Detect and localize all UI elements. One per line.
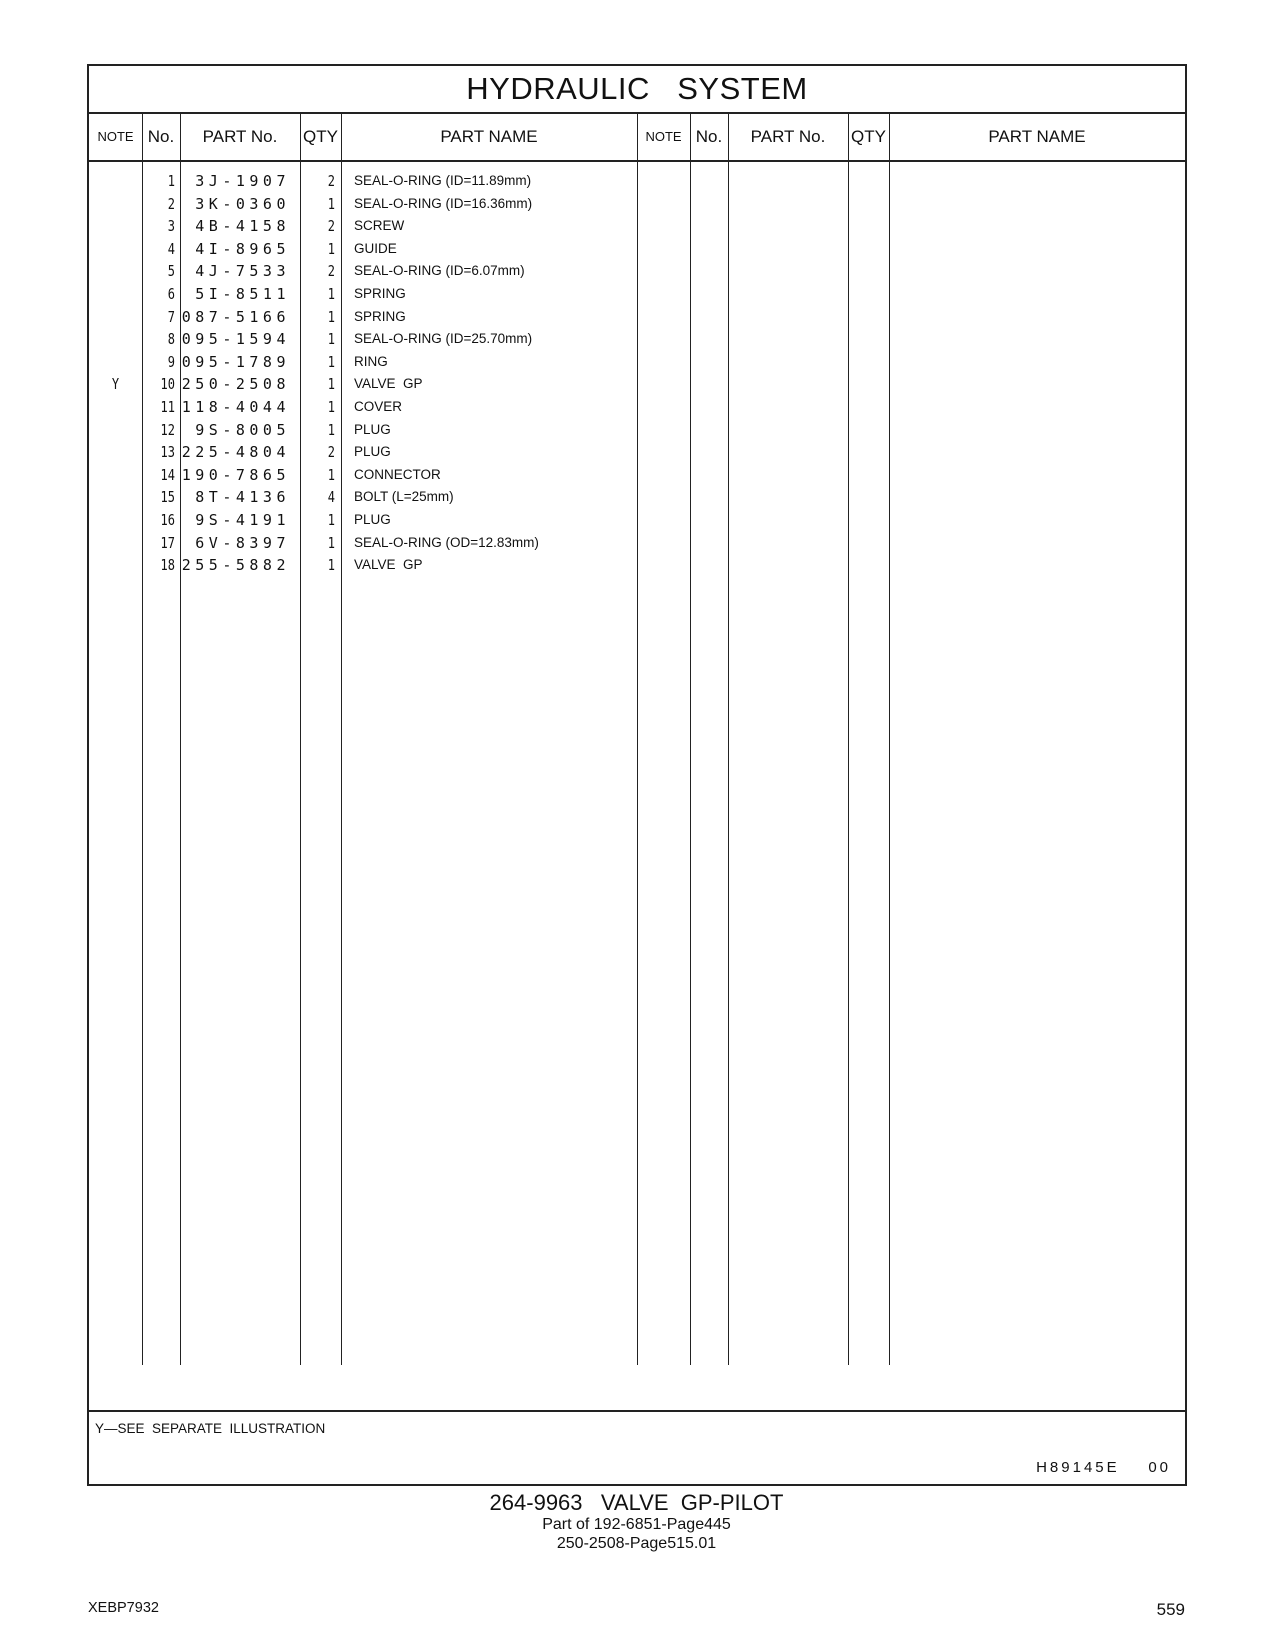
col-partno-left: PART No.: [202, 127, 278, 146]
row-part-number: 4I-8965: [195, 239, 290, 258]
row-item-number: 5: [167, 262, 175, 281]
row-part-name: CONNECTOR: [354, 466, 441, 482]
table-row: [89, 260, 649, 283]
row-quantity: 1: [327, 398, 335, 416]
table-row: [89, 532, 649, 555]
caption-parent-ref: Part of 192-6851-Page445: [542, 1516, 731, 1533]
col-note-right: NOTE: [645, 129, 682, 144]
row-item-number: 1: [167, 172, 175, 190]
row-part-number: 118-4044: [181, 398, 290, 416]
row-part-name: RING: [354, 353, 388, 369]
row-item-number: 12: [160, 420, 175, 439]
row-quantity: 1: [327, 352, 335, 371]
table-row: [89, 373, 649, 396]
row-item-number: 11: [160, 398, 175, 416]
row-quantity: 1: [327, 239, 335, 258]
row-part-name: SPRING: [354, 308, 406, 324]
document-id: XEBP7932: [88, 1600, 159, 1616]
table-row: [89, 283, 649, 306]
section-title: HYDRAULIC SYSTEM: [89, 66, 1185, 114]
row-item-number: 6: [167, 285, 175, 303]
row-part-number: 5I-8511: [195, 285, 290, 303]
row-part-number: 095-1594: [181, 330, 290, 349]
row-quantity: 1: [327, 465, 335, 484]
row-part-name: SEAL-O-RING (ID=11.89mm): [354, 173, 532, 188]
row-quantity: 1: [327, 194, 335, 213]
row-quantity: 1: [327, 556, 335, 575]
row-part-name: PLUG: [354, 512, 391, 527]
row-part-number: 6V-8397: [195, 533, 290, 552]
row-part-name: SPRING: [354, 286, 406, 301]
parts-list-frame: [87, 64, 1187, 1486]
row-part-name: SEAL-O-RING (ID=25.70mm): [354, 331, 533, 347]
row-quantity: 1: [327, 511, 335, 529]
row-note: Y: [111, 375, 120, 394]
row-part-number: 4B-4158: [195, 217, 290, 236]
table-row: [89, 464, 649, 487]
row-part-number: 8T-4136: [195, 488, 290, 507]
row-part-number: 9S-8005: [195, 420, 290, 439]
row-quantity: 1: [327, 533, 335, 552]
row-item-number: 7: [167, 307, 175, 326]
caption-title: 264-9963 VALVE GP-PILOT: [489, 1490, 784, 1515]
row-item-number: 16: [160, 511, 175, 529]
caption-sub-ref: 250-2508-Page515.01: [556, 1535, 717, 1552]
row-quantity: 2: [327, 443, 335, 462]
row-part-name: GUIDE: [354, 240, 397, 256]
row-item-number: 15: [160, 488, 175, 507]
row-part-number: 087-5166: [181, 307, 290, 326]
row-quantity: 1: [327, 330, 335, 349]
table-row: [89, 419, 649, 442]
col-no-left: No.: [147, 127, 175, 146]
divider: [848, 113, 849, 1365]
table-row: [89, 306, 649, 329]
divider: [728, 113, 729, 1365]
row-quantity: 1: [327, 420, 335, 439]
col-partname-right: PART NAME: [988, 127, 1086, 146]
row-part-number: 9S-4191: [195, 511, 290, 529]
row-quantity: 1: [327, 285, 335, 303]
row-part-name: VALVE GP: [354, 557, 423, 573]
row-quantity: 4: [327, 488, 335, 507]
row-part-name: PLUG: [354, 421, 391, 437]
row-quantity: 1: [327, 307, 335, 326]
col-partname-left: PART NAME: [440, 127, 538, 146]
row-item-number: 9: [167, 352, 175, 371]
footnote: Y—SEE SEPARATE ILLUSTRATION: [95, 1421, 326, 1436]
row-part-name: VALVE GP: [354, 376, 423, 392]
table-row: [89, 396, 649, 419]
divider: [690, 113, 691, 1365]
row-part-number: 095-1789: [181, 352, 290, 371]
col-qty-left: QTY: [303, 127, 338, 146]
row-item-number: 10: [160, 375, 175, 394]
row-item-number: 8: [167, 330, 175, 349]
row-part-name: PLUG: [354, 444, 391, 460]
table-row: [89, 215, 649, 238]
row-item-number: 14: [160, 465, 175, 484]
row-part-name: SEAL-O-RING (OD=12.83mm): [354, 534, 539, 550]
row-part-name: SEAL-O-RING (ID=6.07mm): [354, 263, 525, 279]
row-quantity: 1: [327, 375, 335, 394]
divider: [89, 1410, 1185, 1412]
row-part-number: 3J-1907: [195, 172, 290, 190]
row-part-number: 225-4804: [181, 443, 290, 462]
table-row: [89, 509, 649, 532]
illustration-code: H89145E 00: [1036, 1459, 1171, 1476]
row-part-name: SCREW: [354, 218, 405, 234]
col-no-right: No.: [695, 127, 723, 146]
row-part-name: COVER: [354, 399, 403, 414]
row-part-number: 190-7865: [181, 465, 290, 484]
col-qty-right: QTY: [851, 127, 886, 146]
row-part-name: SEAL-O-RING (ID=16.36mm): [354, 195, 533, 211]
table-row: [89, 193, 649, 216]
row-part-number: 3K-0360: [195, 194, 290, 213]
row-item-number: 13: [160, 443, 175, 462]
col-partno-right: PART No.: [750, 127, 826, 146]
page-number: 559: [1156, 1600, 1185, 1619]
row-quantity: 2: [327, 217, 335, 236]
table-row: [89, 328, 649, 351]
table-row: [89, 351, 649, 374]
row-item-number: 17: [160, 533, 175, 552]
row-part-number: 255-5882: [181, 556, 290, 575]
row-item-number: 18: [160, 556, 175, 575]
row-part-number: 4J-7533: [195, 262, 290, 281]
table-row: [89, 238, 649, 261]
row-item-number: 3: [167, 217, 175, 236]
table-row: [89, 486, 649, 509]
row-quantity: 2: [327, 262, 335, 281]
row-item-number: 2: [167, 194, 175, 213]
table-row: [89, 441, 649, 464]
row-part-number: 250-2508: [181, 375, 290, 394]
table-row: [89, 170, 649, 193]
table-row: [89, 554, 649, 577]
row-quantity: 2: [327, 172, 335, 190]
col-note-left: NOTE: [97, 129, 134, 144]
row-item-number: 4: [167, 239, 175, 258]
divider: [889, 113, 890, 1365]
row-part-name: BOLT (L=25mm): [354, 489, 454, 505]
